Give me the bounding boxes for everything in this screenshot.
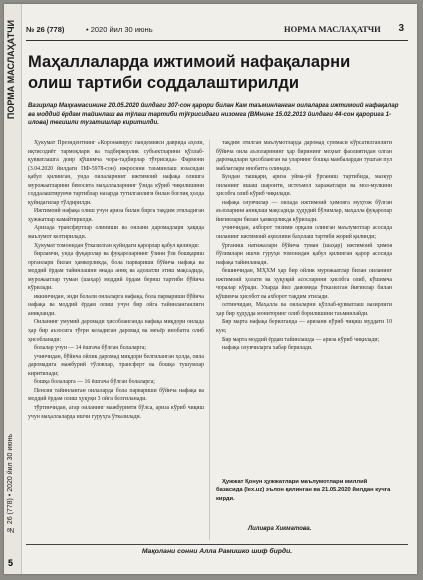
issue-number: № 26 (778) <box>26 25 65 34</box>
body-paragraph: Бир марта моддий ёрдам тайинлашда — ариза кўриб чиқилади; <box>222 336 380 343</box>
body-paragraph: Бир марта нафақа берилганда — аризани кўриб чиқиш муддати 10 кун; <box>216 319 392 335</box>
body-paragraph: Ҳукумат томонидан ўтказилган қуйидаги қарорлар қабул қилинди: <box>34 242 200 249</box>
body-paragraph: ўрганиш натижалари бўйича туман (шаҳар) ижтимоий ҳимоя бўлимлари ишчи гуруҳи томонидан қабул қилинган қарор асосида нафақа тайинланади. <box>216 242 392 266</box>
header-rule <box>26 40 408 41</box>
issue-date: • 2020 йил 30 июнь <box>86 25 153 34</box>
body-paragraph: болалар учун — 14 ёшгача бўлган болаларга; <box>34 345 147 352</box>
paper-title: НОРМА МАСЛАҲАТЧИ <box>284 24 381 34</box>
article-lead: Вазирлар Маҳкамасининг 20.05.2020 йилдаги 307-сон қарори билан Кам таъминланган оилаларга ижтимоий нафақалар ва моддий ёрдам тайинлаш ва тўлаш тартиби тўғрисидаги низомга (ВМнинг 15.02.2013 йилдаги 44-сон қарорига 1-илова) тегишли тузатишлар киритилди. <box>28 102 399 127</box>
left-column <box>28 139 204 539</box>
body-paragraph: бирламчи, унда фуқаролар ва фуқароларнинг ўзини ўзи бошқариш органлари билан ҳамкорликда, бола парвариши бўйича нафақа ва моддий ёрдам тайинлашни янада аниқ ва адолатли этиш мақсадида, мурожаатлар туман (шаҳар) моддий ёрдам бериш тартиби бўйича кўрилади. <box>28 251 204 292</box>
source-note: Ҳужжат Қонун ҳужжатлари маълумотлари миллий базасида (lex.uz) эълон қилинган ва 21.05.2020 йилдан кучга кирди. <box>216 479 391 502</box>
body-paragraph: иккинчидан, энди болали оилаларга нафақа, бола парвариши бўйича нафақа ва моддий ёрдам олиш учун бир ойга тайинланганлиги аниқланди. <box>28 293 204 317</box>
page-number: 3 <box>398 23 404 34</box>
page-header <box>26 22 406 38</box>
body-paragraph: олтинчидан, Маҳалла ва оилаларни қўллаб-қувватлаш вазирлиги ҳар бир ҳудудда мониторинг олиб борилишини таъминлайди. <box>216 302 392 317</box>
body-paragraph: Аризада трансфертлар олиниши ва оилани даромадлари ҳақида маълумот келтирилади. <box>28 225 204 241</box>
right-column <box>216 139 392 475</box>
body-paragraph: Оиланинг умумий даромади ҳисобланганда нафақа миқдори оилада ҳар бир аъзосига тўғри келадиган даромад ва меъёр инобатга олиб ҳисобланади: <box>28 319 204 343</box>
body-paragraph: учинчидан, ахборот тизими орқали олинган маълумотлар асосида оиланинг ижтимоий аҳволини баҳолаш тартиби жорий қилинди; <box>216 225 392 241</box>
body-paragraph: тўртинчидан, агар оиланинг мажбурияти бўлса, ариза кўриб чиқиш учун маҳаллаларда ишчи гуруҳга ўтказилади. <box>28 404 204 420</box>
body-paragraph: учинчидан, бўйича ойлик даромад миқдори белгиланган ҳолда, оила даромадига мажбурий тўловлар, трансферт ва бошқа тушумлар киритилади; <box>28 353 204 377</box>
body-paragraph: Ижтимоий нафақа олиш учун ариза билан бирга тақдим этиладиган ҳужжатлар камайтирилди. <box>28 208 204 223</box>
side-issue-date: № 26 (778) • 2020 йил 30 июнь <box>7 434 14 534</box>
newspaper-page <box>4 4 417 574</box>
body-paragraph: тақдим этилган маълумотларда даромад суммаси кўрсатилганлиги бўйича оила аъзоларининг ҳар бирининг меҳнат фаолиятидан олган даромадлари ҳисобланган ва уларнинг бошқа манбалардан тушган пул маблағлари инобатга олинади. <box>216 140 392 172</box>
body-paragraph: Ҳукумат Президентнинг «Коронавирус пандемияси даврида аҳоли, иқтисодиёт тармоқлари ва тадбиркорлик субъектларини қўллаб-қувватлашга доир қўшимча чора-тадбирлар тўғрисида» Фармони (3.04.2020 йилдаги ПФ-5978-сон) ижросини таъминлаш юзасидан қабул қилинган, унда оилаларнинг ижтимоий нафақа олишга мурожаатларини бевосита маҳаллаларнинг ўзида кўриб чиқилишини соддалаштирувчи тартиблар назарда тутилганлиги билан боғлиқ ҳолда қуйидагилар тўлдирилди. <box>28 140 204 206</box>
side-paper-title: ПОРМА МАСЛАҲАТЧИ <box>6 20 16 120</box>
side-strip <box>4 4 22 574</box>
side-page-number: 5 <box>8 558 14 568</box>
footer-rule <box>26 544 408 545</box>
page-footer: Мақолани сонни Алла Рамишко шиф бирди. <box>141 548 293 555</box>
body-paragraph: нафақа олувчилар — оилада ижтимоий ҳимояга муҳтож бўлган аъзоларини аниқлаш мақсадида ҳудудий бўлимлар, маҳалла фуқаролар йиғинлари билан ҳамкорликда кўрилади. <box>216 199 392 223</box>
column-divider <box>209 140 210 540</box>
body-paragraph: Бундан ташқари, ариза уйма-уй ўрганиш тартибида, мазкур оиланинг яшаш шароити, истеъмол харажатлари ва мол-мулкини ҳисобга олиб кўриб чиқилади. <box>216 174 392 198</box>
body-paragraph: бошқа болаларга — 16 ёшгача бўлган болаларга; <box>34 379 155 386</box>
body-paragraph: бешинчидан, МҲХМ ҳар бир ойлик мурожаатлар билан оиланинг ижтимоий ҳолати ва ҳуқуқий асосларини ҳисобга олиб, кўшимча чоралар кўради. Уларда йил давомида ўтказилган йиғинлар билан қўшимча ҳисобот ва ахборот тақдим этилади. <box>216 268 392 300</box>
body-paragraph: нафақа олувчиларга хабар берилади. <box>222 345 313 352</box>
article-headline: Маҳаллаларда ижтимоий нафақаларни олиш тартиби соддалаштирилди <box>28 53 351 92</box>
body-paragraph: Пенсия тайинланган оилаларда бола парвариши бўйича нафақа ва моддий ёрдам олиш ҳуқуқи 3 ойга белгиланади. <box>28 387 204 403</box>
article-author: Лиливра Хикматова. <box>248 526 312 532</box>
